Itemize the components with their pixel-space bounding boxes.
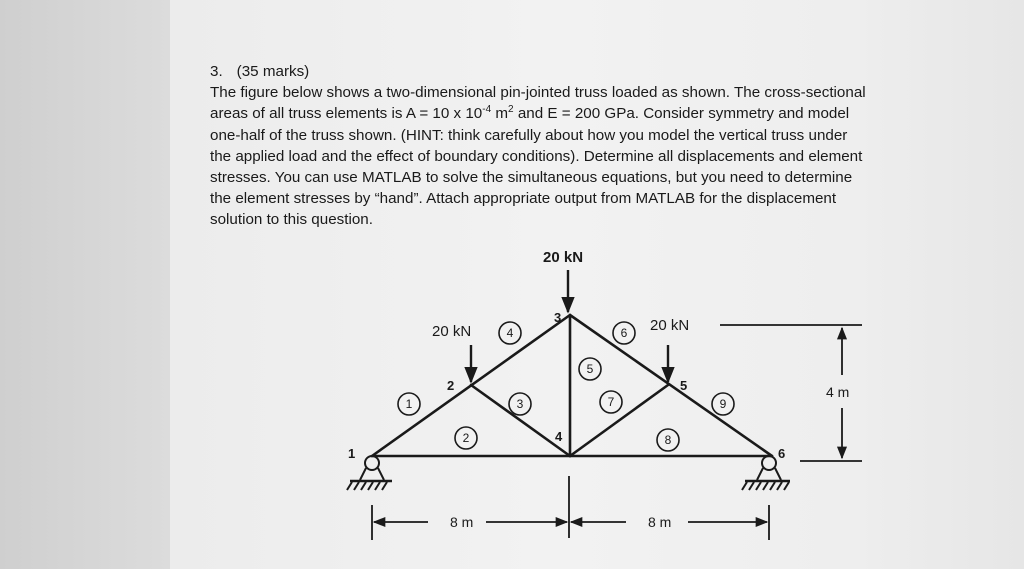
problem-number: 3.	[210, 63, 223, 80]
element-label-6: 6	[620, 326, 628, 340]
load-label-left: 20 kN	[432, 323, 472, 340]
node-label-1: 1	[348, 446, 356, 461]
element-label-7: 7	[607, 395, 615, 409]
node-label-2: 2	[447, 378, 455, 393]
node-label-6: 6	[778, 446, 786, 461]
problem-line-7: solution to this question.	[210, 211, 373, 229]
node-label-3: 3	[554, 310, 562, 325]
pin-support-left	[347, 456, 392, 490]
element-label-2: 2	[462, 431, 470, 445]
area-text: areas of all truss elements is A = 10 x 10	[210, 105, 483, 123]
load-label-right: 20 kN	[650, 317, 690, 334]
pin-support-right	[742, 456, 790, 490]
element-label-4: 4	[506, 326, 514, 340]
element-label-3: 3	[516, 397, 524, 411]
node-label-5: 5	[680, 378, 688, 393]
dimension-label-height: 4 m	[826, 384, 850, 400]
problem-line-1: The figure below shows a two-dimensional pin-jointed truss loaded as shown. The cross-sectional	[210, 84, 866, 102]
node-label-4: 4	[555, 429, 563, 444]
load-label-top: 20 kN	[543, 249, 584, 266]
modulus-text: and E = 200 GPa. Consider symmetry and model	[513, 105, 850, 123]
element-label-5: 5	[586, 362, 594, 376]
problem-line-5: stresses. You can use MATLAB to solve the simultaneous equations, but you need to determine	[210, 169, 853, 187]
element-label-9: 9	[719, 397, 727, 411]
area-unit-exponent: 2	[508, 104, 514, 116]
element-label-8: 8	[664, 433, 672, 447]
problem-line-4: the applied load and the effect of boundary conditions). Determine all displacements and element	[210, 147, 863, 165]
element-label-1: 1	[405, 397, 413, 411]
area-unit: m	[491, 105, 509, 123]
problem-line-3: one-half of the truss shown. (HINT: think carefully about how you model the vertical truss under	[210, 126, 848, 144]
problem-line-6: the element stresses by “hand”. Attach appropriate output from MATLAB for the displacement	[210, 190, 837, 208]
problem-marks: (35 marks)	[236, 63, 310, 80]
dimension-label-right-span: 8 m	[648, 514, 672, 530]
area-exponent: -4	[482, 104, 492, 116]
dimension-label-left-span: 8 m	[450, 514, 474, 530]
